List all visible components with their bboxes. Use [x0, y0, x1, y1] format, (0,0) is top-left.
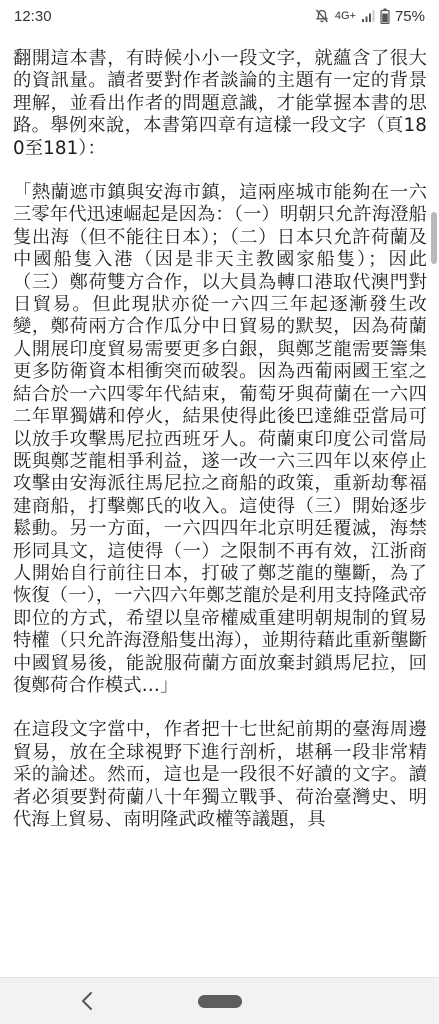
article-content[interactable]	[0, 32, 439, 977]
back-button[interactable]	[76, 990, 98, 1012]
mute-icon	[314, 8, 330, 24]
status-bar	[0, 0, 439, 32]
home-button[interactable]	[198, 995, 242, 1008]
article-paragraph-intro: 翻開這本書，有時候小小一段文字，就蘊含了很大的資訊量。讀者要對作者談論的主題有一定的背景理解，並看出作者的問題意識，才能掌握本書的思路。舉例來說，本書第四章有這樣一段文字（頁180至181）：	[13, 48, 427, 159]
scrollbar-thumb[interactable]	[431, 212, 437, 264]
chevron-left-icon	[80, 991, 94, 1011]
article-paragraph-analysis: 在這段文字當中，作者把十七世紀前期的臺海周邊貿易，放在全球視野下進行剖析，堪稱一段非常精采的論述。然而，這也是一段很不好讀的文字。讀者必須要對荷蘭八十年獨立戰爭、荷治臺灣史、明代海上貿易、南明隆武政權等議題，具	[13, 719, 427, 830]
network-type: 4G+	[334, 10, 356, 22]
status-time: 12:30	[14, 7, 52, 25]
battery-percent: 75%	[394, 7, 425, 25]
battery-icon	[380, 8, 390, 24]
article-paragraph-quote: 「熱蘭遮市鎮與安海市鎮，這兩座城市能夠在一六三零年代迅速崛起是因為：（一）明朝只允許海澄船隻出海（但不能往日本）；（二）日本只允許荷蘭及中國船隻入港（因是非天主教國家船隻）；因此（三）鄭荷雙方合作，以大員為轉口港取代澳門對日貿易。但此現狀亦從一六四三年起逐漸發生改變，鄭荷兩方合作瓜分中日貿易的默契，因為荷蘭人開展印度貿易需要更多白銀，與鄭芝龍需要籌集更多防衛資本相衝突而破裂。因為西葡兩國王室之結合於一六四零年代結束，葡萄牙與荷蘭在一六四二年單獨媾和停火，結果使得此後巴達維亞當局可以放手攻擊馬尼拉西班牙人。荷蘭東印度公司當局既與鄭芝龍相爭利益，遂一改一六三四年以來停止攻擊由安海派往馬尼拉之商船的政策，重新劫奪福建商船，打擊鄭氏的收入。這使得（三）開始逐步鬆動。另一方面，一六四四年北京明廷覆滅，海禁形同具文，這使得（一）之限制不再有效，江浙商人開始自行前往日本，打破了鄭芝龍的壟斷，為了恢復（一），一六四六年鄭芝龍於是利用支持隆武帝即位的方式，希望以皇帝權威重建明朝規制的貿易特權（只允許海澄船隻出海），並期待藉此重新壟斷中國貿易後，能說服荷蘭方面放棄封鎖馬尼拉，回復鄭荷合作模式…」	[13, 182, 427, 696]
signal-icon	[361, 9, 375, 23]
navigation-bar	[0, 977, 439, 1024]
status-icons	[314, 8, 425, 25]
